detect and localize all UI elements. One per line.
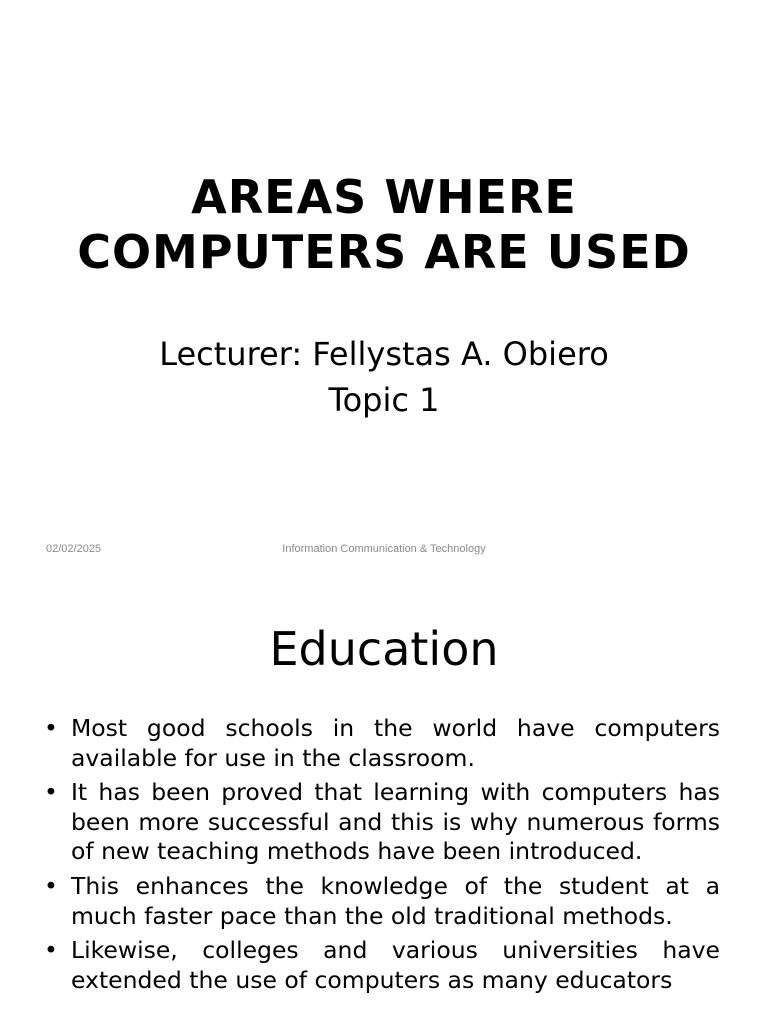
title-line-1: AREAS WHERE: [191, 170, 577, 224]
bullet-text: It has been proved that learning with computers has been more successful and this is why numerous forms of new teaching methods have been introduced.: [71, 778, 720, 866]
slide-title: Education: [269, 622, 499, 676]
bullet-text: This enhances the knowledge of the student at a much faster pace than the old traditional methods.: [71, 871, 720, 930]
footer-date: 02/02/2025: [46, 543, 102, 555]
bullet-icon: •: [44, 778, 58, 807]
bullet-item: [44, 872, 720, 931]
bullet-item: [44, 936, 720, 995]
bullet-icon: •: [44, 871, 58, 900]
bullet-icon: •: [44, 714, 58, 742]
title-line-2: COMPUTERS ARE USED: [77, 225, 691, 279]
bullet-item: [44, 714, 720, 773]
bullet-icon: •: [44, 936, 58, 965]
presentation-subtitle: [0, 331, 768, 423]
bullet-text: Most good schools in the world have computers available for use in the classroom.: [71, 714, 720, 772]
bullet-text: Likewise, colleges and various universities have extended the use of computers as many educators: [71, 936, 720, 994]
education-slide: [0, 576, 768, 1024]
bullet-item: [44, 778, 720, 867]
lecturer-line: Lecturer: Fellystas A. Obiero: [159, 335, 609, 373]
bullet-list: [44, 714, 720, 1000]
footer-course-name: Information Communication & Technology: [282, 543, 486, 555]
topic-line: Topic 1: [328, 381, 440, 419]
presentation-title: [0, 170, 768, 280]
